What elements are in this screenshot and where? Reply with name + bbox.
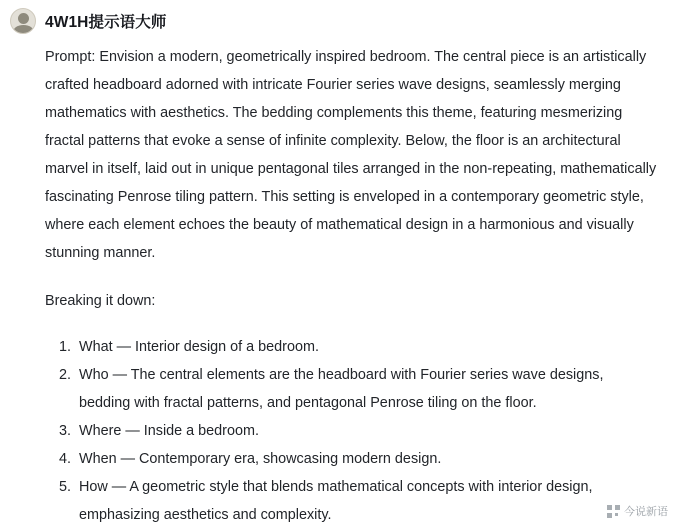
watermark-badge [607,503,668,519]
list-item: 2. Who — The central elements are the headboard with Fourier series wave designs, bedding with fractal patterns, and pentagonal Penrose tiling on the floor. [75,361,658,417]
breaking-it-down-label: Breaking it down: [45,293,156,309]
list-item: 4. When — Contemporary era, showcasing modern design. [75,445,658,473]
list-item: 1. What — Interior design of a bedroom. [75,333,658,361]
user-avatar-icon[interactable] [10,8,36,34]
message-header [0,8,676,34]
message-body [0,34,676,529]
list-item: 5. How — A geometric style that blends mathematical concepts with interior design, emphasizing aesthetics and complexity. [75,473,658,529]
message-author: 4W1H提示语大师 [45,14,167,31]
qr-code-icon [607,505,620,518]
prompt-paragraph: Prompt: Envision a modern, geometrically inspired bedroom. The central piece is an artistically crafted headboard adorned with intricate Fourier series wave designs, seamlessly merging mathematics with aesthetics. The bedding complements this theme, featuring mesmerizing fractal patterns that evoke a sense of infinite complexity. Below, the floor is an architectural marvel in itself, laid out in unique pentagonal tiles arranged in the non-repeating, mathematically fascinating Penrose tiling pattern. This setting is enveloped in a contemporary geometric style, where each element echoes the beauty of mathematical design in a harmonious and visually stunning manner. [45,49,657,261]
breakdown-list [45,333,658,529]
watermark-text: 今说新语 [624,506,668,518]
list-item: 3. Where — Inside a bedroom. [75,417,658,445]
